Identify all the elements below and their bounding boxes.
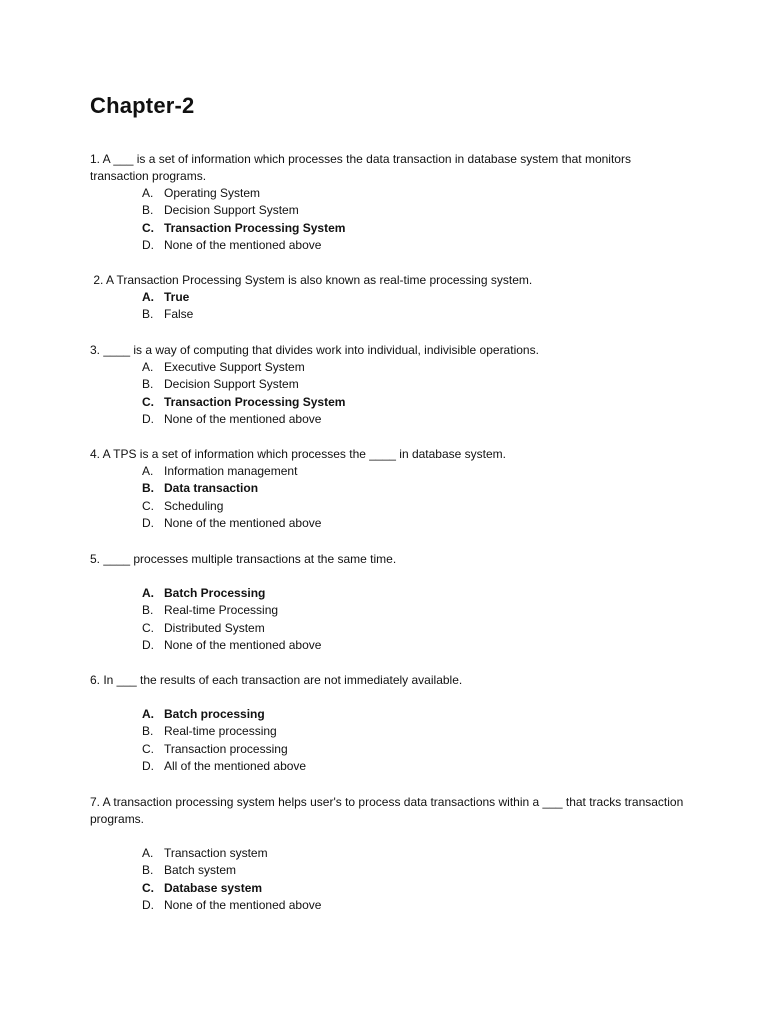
question-4 [90,446,690,533]
option-item: C. Distributed System [142,620,265,635]
option-item: D. None of the mentioned above [142,898,322,913]
option-item-answer: A. Batch Processing [142,586,266,600]
option-item: C. Scheduling [142,498,224,513]
option-item: B. Real-time processing [142,724,277,739]
option-item: D. None of the mentioned above [142,412,322,427]
option-item-answer: C. Transaction Processing System [142,394,346,409]
question-text: 7. A transaction processing system helps user's to process data transactions within a ___ that tracks transaction programs. [90,795,687,826]
option-item: D. None of the mentioned above [142,516,322,531]
question-3 [90,342,690,429]
option-item: D. All of the mentioned above [142,759,307,774]
option-item: B. Real-time Processing [142,603,279,618]
option-item: A. Transaction system [142,846,268,860]
option-item: B. Decision Support System [142,377,299,392]
question-text: 1. A ___ is a set of information which processes the data transaction in database system that monitors transaction programs. [90,152,635,183]
option-item-answer: C. Database system [142,880,263,895]
option-list [90,185,690,255]
question-5 [90,551,690,655]
option-item: B. Batch system [142,863,237,878]
option-item: C. Transaction processing [142,741,288,756]
question-text: 6. In ___ the results of each transaction are not immediately available. [90,673,463,687]
option-item-answer: B. Data transaction [142,481,259,496]
option-list [90,845,690,915]
option-item-answer: A. Batch processing [142,707,265,721]
option-item: D. None of the mentioned above [142,238,322,253]
question-6 [90,672,690,776]
option-item-answer: A. True [142,290,190,304]
option-list [90,463,690,533]
option-list [90,289,690,324]
page-title: Chapter-2 [90,93,195,118]
question-text: 2. A Transaction Processing System is also known as real-time processing system. [90,273,533,287]
option-list [90,585,690,655]
option-item: A. Executive Support System [142,360,305,374]
option-item: B. False [142,307,194,322]
option-item-answer: C. Transaction Processing System [142,220,346,235]
question-1 [90,151,690,255]
question-text: 4. A TPS is a set of information which processes the ____ in database system. [90,447,507,461]
option-item: B. Decision Support System [142,203,299,218]
question-2 [90,272,690,324]
question-text: 5. ____ processes multiple transactions at the same time. [90,552,397,566]
question-7 [90,794,690,915]
option-list [90,359,690,429]
option-list [90,706,690,776]
option-item: A. Information management [142,464,298,478]
question-text: 3. ____ is a way of computing that divides work into individual, indivisible operations. [90,343,539,357]
option-item: A. Operating System [142,186,261,200]
option-item: D. None of the mentioned above [142,638,322,653]
